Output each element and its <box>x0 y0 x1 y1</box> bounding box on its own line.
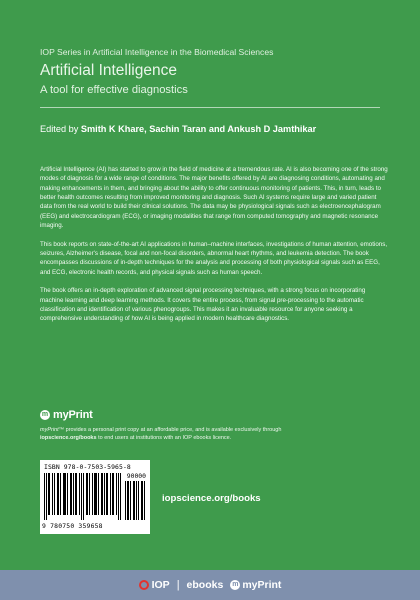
footer-separator: | <box>176 579 180 591</box>
price-code: 90000 <box>126 472 146 480</box>
isbn-barcode <box>40 460 150 534</box>
myprint-description <box>40 426 386 443</box>
iop-logo-icon <box>139 580 149 590</box>
addon-bars <box>125 481 146 520</box>
editors-names: Smith K Khare, Sachin Taran and Ankush D Jamthikar <box>80 124 317 134</box>
blurb <box>40 165 388 333</box>
book-subtitle: A tool for effective diagnostics <box>40 84 188 96</box>
book-title: Artificial Intelligence <box>40 62 177 79</box>
blurb-paragraph-1: Artificial Intelligence (AI) has started to grow in the field of medicine at a tremendous rate. AI is also becoming one of the strong modes of diagnosis for a wide range of conditions. The major benefits offered by AI are diagnosing conditions, automating and making enhancements in them, and bringing about the ability to offer continuous monitoring of patients. This, in turn, leads to better health outcomes resulting from improved monitoring and diagnosis. Such AI systems require large and varied patient data from the real world to build their clinical solutions. The data may be physiological signals such as electroencephalogram (EEG) and electrocardiogram (ECG), or imaging modalities that range from computed tomography and magnetic resonance imaging. <box>40 166 388 230</box>
editors-line <box>40 124 316 134</box>
myprint-logo-text: myPrint <box>53 409 93 421</box>
isbn-text: ISBN 978-0-7503-5965-8 <box>44 463 131 471</box>
ebooks-logo-text: ebooks <box>186 579 224 591</box>
iop-logo-text: IOP <box>151 579 170 591</box>
blurb-paragraph-2: This book reports on state-of-the-art AI applications in human–machine interfaces, investigations of human attention, emotions, seizures, Alzheimer's disease, focal and non-focal disorders, abnormal heart rhythms, and leukemia detection. The book encompasses discussions of in-depth techniques for the analysis and processing of both physiological signals such as EEG, and ECG, electronic health records, and physical signals such as human speech. <box>40 240 388 276</box>
website-link[interactable]: iopscience.org/books <box>162 493 261 504</box>
myprint-desc-main: provides a personal print copy at an affordable price, and is available exclusively through <box>64 427 282 433</box>
myprint-brand: myPrint™ <box>40 427 65 433</box>
myprint-icon: m <box>41 411 49 418</box>
blurb-paragraph-3: The book offers an in-depth exploration of advanced signal processing techniques, with a strong focus on incorporating machine learning and deep learning methods. It covers the entire process, from signal pre-processing to the automatic classification and identification of various phenogroups. This makes it an invaluable resource for anyone seeking a comprehensive understanding of how AI is being applied in modern healthcare diagnostics. <box>40 287 366 323</box>
footer-myprint-text: myPrint <box>242 579 282 591</box>
myprint-desc-end: to end users at institutions with an IOP ebooks licence. <box>96 435 232 442</box>
divider <box>40 107 380 108</box>
myprint-logo <box>40 409 93 421</box>
editors-prefix: Edited by <box>40 124 81 134</box>
series-title: IOP Series in Artificial Intelligence in the Biomedical Sciences <box>40 47 274 57</box>
ean-bars <box>44 473 122 520</box>
footer-band <box>0 570 420 600</box>
myprint-link[interactable]: iopscience.org/books <box>40 435 97 442</box>
footer-myprint-icon: m <box>232 581 239 588</box>
ean-digits: 9 780750 359658 <box>42 522 103 530</box>
